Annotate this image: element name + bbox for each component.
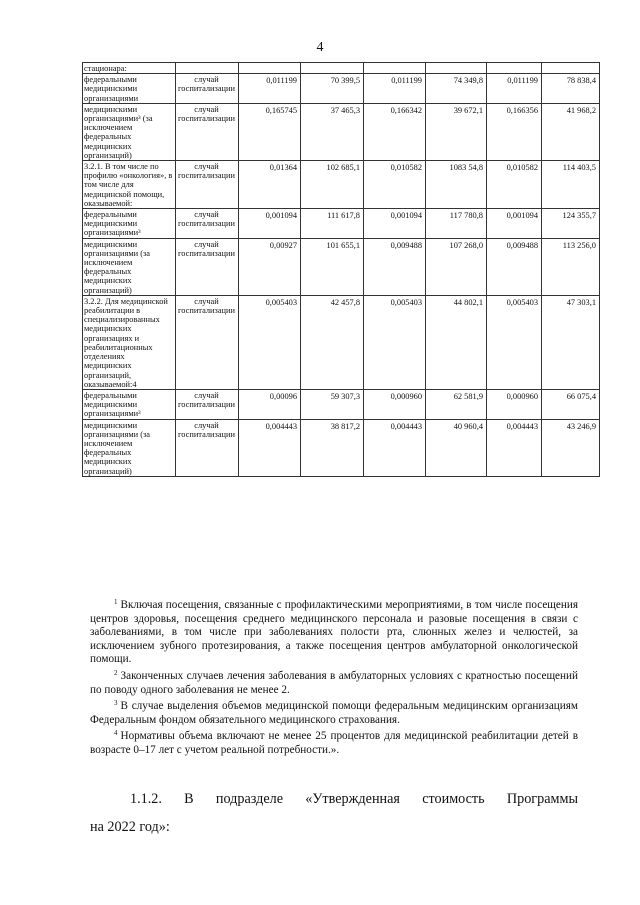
table-cell: 0,166356 — [487, 103, 542, 160]
table-cell: 101 655,1 — [301, 238, 364, 295]
table-cell — [239, 63, 301, 74]
table-row — [83, 63, 600, 74]
table-cell: 0,00927 — [239, 238, 301, 295]
table-cell: 39 672,1 — [426, 103, 487, 160]
table-cell: 62 581,9 — [426, 389, 487, 419]
footnote: $^2$ Законченных случаев лечения заболевания в амбулаторных условиях с кратностью посещений по поводу одного заболевания не менее 2. — [90, 668, 578, 696]
table-cell: случай госпитализации — [176, 389, 239, 419]
table-cell: случай госпитализации — [176, 238, 239, 295]
table-cell — [176, 63, 239, 74]
table-cell — [542, 63, 600, 74]
table-cell: 0,004443 — [364, 419, 426, 476]
table-cell: 0,00096 — [239, 389, 301, 419]
table-cell: 0,011199 — [487, 74, 542, 104]
table-cell: 0,005403 — [487, 295, 542, 389]
table-cell: медицинскими организациями (за исключением федеральных медицинских организаций) — [83, 419, 176, 476]
table-cell: 0,004443 — [487, 419, 542, 476]
table-cell: 0,000960 — [364, 389, 426, 419]
table-row — [83, 295, 600, 389]
table-cell: 3.2.2. Для медицинской реабилитации в специализированных медицинских организациях и реабилитационных отделениях медицинских организаций, оказываемой:4 — [83, 295, 176, 389]
table-cell: 74 349,8 — [426, 74, 487, 104]
table-cell: 38 817,2 — [301, 419, 364, 476]
table-cell: федеральными медицинскими организациями³ — [83, 389, 176, 419]
table-row — [83, 238, 600, 295]
table-row — [83, 209, 600, 239]
table-cell: 59 307,3 — [301, 389, 364, 419]
table-row — [83, 103, 600, 160]
table-cell: 66 075,4 — [542, 389, 600, 419]
table-cell: 42 457,8 — [301, 295, 364, 389]
table-cell: 3.2.1. В том числе по профилю «онкология», в том числе для медицинской помощи, оказываемой: — [83, 161, 176, 209]
table-cell — [487, 63, 542, 74]
footnotes — [90, 596, 578, 758]
table-cell: 0,009488 — [487, 238, 542, 295]
table-row — [83, 161, 600, 209]
table-cell: случай госпитализации — [176, 209, 239, 239]
footnote: $^3$ В случае выделения объемов медицинской помощи федеральным медицинским организациям Федеральным фондом обязательного медицинского страхования. — [90, 699, 578, 726]
table-cell: 0,000960 — [487, 389, 542, 419]
table-cell: 0,010582 — [487, 161, 542, 209]
table-cell: 37 465,3 — [301, 103, 364, 160]
table-cell: случай госпитализации — [176, 161, 239, 209]
table-cell: 0,009488 — [364, 238, 426, 295]
table-cell: 102 685,1 — [301, 161, 364, 209]
table-cell: 41 968,2 — [542, 103, 600, 160]
table-cell: случай госпитализации — [176, 419, 239, 476]
table-cell: 0,001094 — [239, 209, 301, 239]
table-cell: 0,166342 — [364, 103, 426, 160]
table-cell: 0,005403 — [239, 295, 301, 389]
table-cell: 0,001094 — [487, 209, 542, 239]
table-cell: федеральными медицинскими организациями³ — [83, 209, 176, 239]
table-row — [83, 419, 600, 476]
table-cell: 0,010582 — [364, 161, 426, 209]
table-row — [83, 389, 600, 419]
table-cell: 0,001094 — [364, 209, 426, 239]
table-cell: медицинскими организациями (за исключением федеральных медицинских организаций) — [83, 238, 176, 295]
table-cell: федеральными медицинскими организациями — [83, 74, 176, 104]
footnote: $^4$ Нормативы объема включают не менее 25 процентов для медицинской реабилитации детей в возрасте 0–17 лет с учетом реальной потребности.». — [90, 729, 578, 756]
table-cell: 0,005403 — [364, 295, 426, 389]
table-cell: 0,01364 — [239, 161, 301, 209]
table-row — [83, 74, 600, 104]
table-cell: 70 399,5 — [301, 74, 364, 104]
norms-table — [82, 62, 600, 477]
table-cell: 113 256,0 — [542, 238, 600, 295]
table-cell: случай госпитализации — [176, 74, 239, 104]
table-cell: 0,165745 — [239, 103, 301, 160]
page-number: 4 — [316, 40, 324, 55]
table-cell: случай госпитализации — [176, 295, 239, 389]
table-cell: 0,011199 — [239, 74, 301, 104]
section-line: на 2022 год»: — [90, 819, 170, 835]
section-heading — [90, 785, 578, 841]
table-cell: 47 303,1 — [542, 295, 600, 389]
table-cell — [364, 63, 426, 74]
table-cell: 0,004443 — [239, 419, 301, 476]
table-cell: 43 246,9 — [542, 419, 600, 476]
table-cell: медицинскими организациями³ (за исключением федеральных медицинских организаций) — [83, 103, 176, 160]
table-cell — [426, 63, 487, 74]
table-cell: случай госпитализации — [176, 103, 239, 160]
table-cell: 0,011199 — [364, 74, 426, 104]
table-cell: 44 802,1 — [426, 295, 487, 389]
table-cell: 1083 54,8 — [426, 161, 487, 209]
table-cell: 124 355,7 — [542, 209, 600, 239]
table-cell: 114 403,5 — [542, 161, 600, 209]
table-cell — [301, 63, 364, 74]
table-cell: 111 617,8 — [301, 209, 364, 239]
table-cell: 107 268,0 — [426, 238, 487, 295]
table-cell: 117 780,8 — [426, 209, 487, 239]
footnote: $^1$ Включая посещения, связанные с профилактическими мероприятиями, в том числе посещения центров здоровья, посещения среднего медицинского персонала и разовые посещения в связи с заболеваниями, в том числе при заболеваниях полости рта, слюнных желез и челюстей, за исключением зубного протезирования, а также посещения центров амбулаторной онкологической помощи. — [90, 598, 578, 666]
table-cell: 78 838,4 — [542, 74, 600, 104]
table-cell: 40 960,4 — [426, 419, 487, 476]
table-cell: стационара: — [83, 63, 176, 74]
section-line: 1.1.2. В подразделе «Утвержденная стоимость Программы — [130, 791, 578, 807]
